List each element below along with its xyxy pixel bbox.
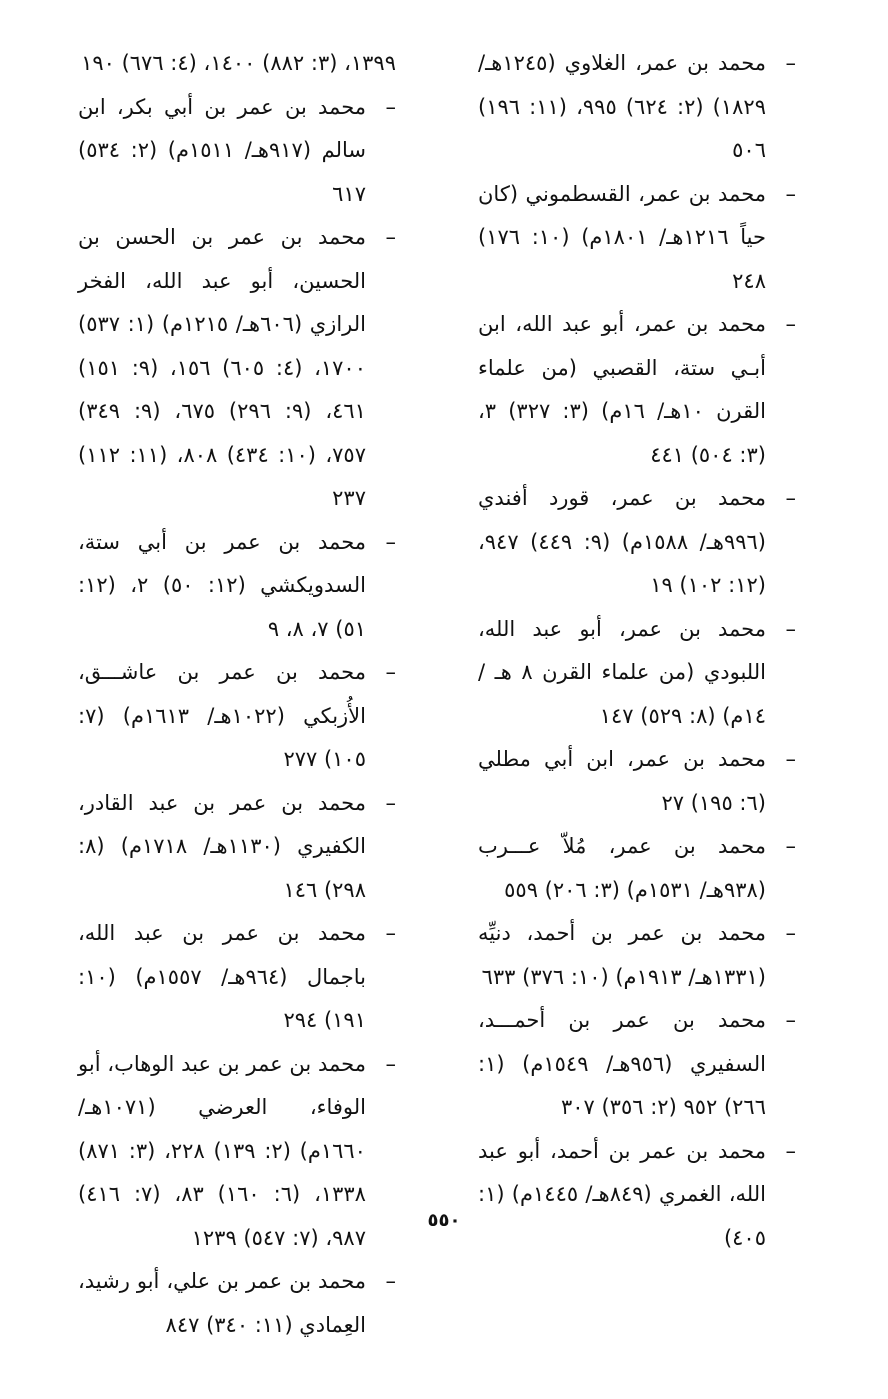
- entry-dash: –: [385, 921, 396, 945]
- entry-dash: –: [785, 1008, 796, 1032]
- entry-text: محمد بن عمر، ابن أبي مطلي (٦: ١٩٥) ٢٧: [478, 747, 766, 815]
- entry-text: محمد بن عمر، أبو عبد الله، اللبودي (من علماء القرن ٨ هـ /١٤م) (٨: ٥٢٩) ١٤٧: [478, 616, 766, 728]
- entry-text: محمد بن عمر، القسطموني (كان حياً ١٢١٦هـ/ ١٨٠١م) (١٠: ١٧٦) ٢٤٨: [478, 181, 766, 293]
- entry-text: ١٣٩٩، (٣: ٨٨٢) ١٤٠٠، (٤: ٦٧٦) ١٩٠: [81, 51, 396, 75]
- index-entry: [78, 216, 396, 521]
- entry-text: محمد بن عمر، أبو عبد الله، ابن أبـي ستة، القصبي (من علماء القرن ١٠هـ/ ١٦م) (٣: ٣٢٧) ٣، (٣: ٥٠٤) ٤٤١: [478, 312, 766, 467]
- index-entry: [478, 303, 796, 477]
- entry-dash: –: [385, 225, 396, 249]
- index-entry: [478, 825, 796, 912]
- entry-dash: –: [785, 486, 796, 510]
- entry-dash: –: [785, 747, 796, 771]
- continued-entry: [78, 42, 396, 86]
- entry-text: محمد بن عمر بن علي، أبو رشيد، العِمادي (١١: ٣٤٠) ٨٤٧: [78, 1269, 366, 1337]
- entry-text: محمد بن عمر، قورد أفندي (٩٩٦هـ/ ١٥٨٨م) (٩: ٤٤٩) ٩٤٧، (١٢: ١٠٢) ١٩: [478, 486, 766, 597]
- entry-dash: –: [785, 312, 796, 336]
- entry-text: محمد بن عمر بن عبد القادر، الكفيري (١١٣٠هـ/ ١٧١٨م) (٨: ٢٩٨) ١٤٦: [78, 790, 366, 902]
- index-entry: [478, 42, 796, 173]
- index-entry: [78, 521, 396, 652]
- entry-text: محمد بن عمر بن أحمد، دنيِّه (١٣٣١هـ/ ١٩١٣م) (١٠: ٣٧٦) ٦٣٣: [478, 921, 766, 989]
- index-entry: [478, 1130, 796, 1261]
- entry-dash: –: [785, 51, 796, 75]
- index-entry: [78, 651, 396, 782]
- entry-text: محمد بن عمر بن أحمـــد، السفيري (٩٥٦هـ/ ١٥٤٩م) (١: ٢٦٦) ٩٥٢ (٢: ٣٥٦) ٣٠٧: [478, 1008, 766, 1119]
- entry-dash: –: [385, 660, 396, 684]
- entry-dash: –: [385, 1269, 396, 1293]
- entry-dash: –: [785, 921, 796, 945]
- entry-text: محمد بن عمر، الغلاوي (١٢٤٥هـ/ ١٨٢٩) (٢: ٦٢٤) ٩٩٥، (١١: ١٩٦) ٥٠٦: [478, 51, 766, 162]
- index-entry: [478, 912, 796, 999]
- entry-text: محمد بن عمر بن عبد الوهاب، أبو الوفاء، العرضي (١٠٧١هـ/ ١٦٦٠م) (٢: ١٣٩) ٢٢٨، (٣: ٨٧١) ١٣٣٨، (٦: ١٦٠) ٨٣، (٧: ٤١٦) ٩٨٧، (٧: ٥٤٧) ١٢٣٩: [78, 1051, 366, 1250]
- entry-dash: –: [785, 834, 796, 858]
- index-entry: [478, 477, 796, 608]
- entry-text: محمد بن عمر بن عبد الله، باجمال (٩٦٤هـ/ ١٥٥٧م) (١٠: ١٩١) ٢٩٤: [78, 921, 366, 1032]
- entry-dash: –: [385, 94, 396, 119]
- left-column: [78, 42, 396, 1347]
- index-entry: [478, 173, 796, 304]
- entry-dash: –: [385, 790, 396, 815]
- entry-dash: –: [785, 616, 796, 641]
- index-entry: [78, 912, 396, 1043]
- index-entry: [478, 608, 796, 739]
- entry-text: محمد بن عمر بن الحسن بن الحسين، أبو عبد الله، الفخر الرازي (٦٠٦هـ/ ١٢١٥م) (١: ٥٣٧) ١٧٠٠، (٤: ٦٠٥) ١٥٦، (٩: ١٥١) ٤٦١، (٩: ٢٩٦) ٦٧٥، (٩: ٣٤٩) ٧٥٧، (١٠: ٤٣٤) ٨٠٨، (١١: ١١٢) ٢٣٧: [78, 225, 366, 510]
- right-column: [478, 42, 796, 1260]
- entry-text: محمد بن عمر بن عاشـــق، الأُزبكي (١٠٢٢هـ/ ١٦١٣م) (٧: ١٠٥) ٢٧٧: [78, 660, 366, 771]
- entry-dash: –: [385, 1051, 396, 1076]
- index-entry: [78, 782, 396, 913]
- entry-text: محمد بن عمر بن أحمد، أبو عبد الله، الغمري (٨٤٩هـ/ ١٤٤٥م) (١: ٤٠٥): [478, 1138, 766, 1250]
- entry-dash: –: [785, 1138, 796, 1163]
- entry-dash: –: [785, 181, 796, 206]
- index-entry: [478, 738, 796, 825]
- entry-dash: –: [385, 529, 396, 554]
- index-entry: [78, 86, 396, 217]
- page-number: ٥٥٠: [427, 1210, 461, 1231]
- index-entry: [478, 999, 796, 1130]
- entry-text: محمد بن عمر بن أبي بكر، ابن سالم (٩١٧هـ/ ١٥١١م) (٢: ٥٣٤) ٦١٧: [78, 94, 366, 206]
- entry-text: محمد بن عمر، مُلاّ عـــرب (٩٣٨هـ/ ١٥٣١م) (٣: ٢٠٦) ٥٥٩: [478, 834, 766, 902]
- entry-text: محمد بن عمر بن أبي ستة، السدويكشي (١٢: ٥٠) ٢، (١٢: ٥١) ٧، ٨، ٩: [78, 529, 366, 641]
- index-entry: [78, 1260, 396, 1347]
